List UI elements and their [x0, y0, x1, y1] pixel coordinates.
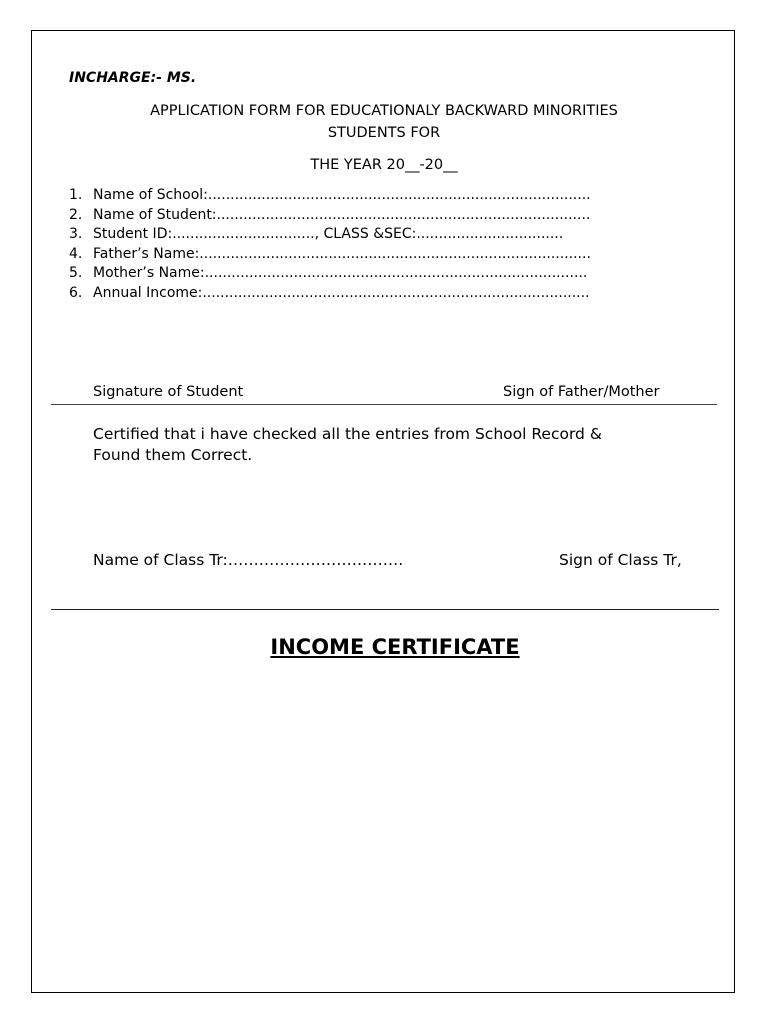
field-annual-income[interactable]	[69, 284, 669, 304]
class-teacher-name-field[interactable]: Name of Class Tr:…………………………….	[93, 551, 404, 569]
field-label: Student ID:................................, CLASS &SEC:.................................	[93, 226, 564, 243]
certification-line-1: Certified that i have checked all the entries from School Record &	[93, 425, 602, 443]
field-number: 6.	[69, 284, 83, 301]
field-label: Name of Student:....................................................................................	[93, 206, 591, 223]
class-teacher-sign-label: Sign of Class Tr,	[559, 551, 682, 569]
field-number: 1.	[69, 187, 83, 203]
incharge-label: INCHARGE:- MS.	[69, 70, 197, 86]
form-title-line-2: STUDENTS FOR	[327, 125, 441, 141]
field-label: Annual Income:.......................................................................................	[93, 284, 590, 301]
academic-year-line: THE YEAR 20__-20__	[310, 157, 458, 173]
form-title-line-1: APPLICATION FORM FOR EDUCATIONALY BACKWARD MINORITIES	[150, 103, 618, 119]
section-divider-bottom	[51, 609, 719, 610]
certification-line-2: Found them Correct.	[93, 445, 253, 464]
field-number: 5.	[69, 265, 83, 282]
field-student-id-class-sec[interactable]	[69, 225, 669, 245]
field-label: Mother’s Name:......................................................................................	[93, 265, 588, 282]
field-number: 3.	[69, 226, 83, 243]
field-name-of-student[interactable]	[69, 206, 669, 226]
field-number: 2.	[69, 206, 83, 223]
field-fathers-name[interactable]	[69, 245, 669, 265]
field-number: 4.	[69, 245, 83, 262]
field-label: Father’s Name:........................................................................................	[93, 245, 591, 262]
section-divider-top	[51, 404, 717, 405]
income-certificate-heading: INCOME CERTIFICATE	[270, 635, 520, 659]
signature-of-student-label: Signature of Student	[93, 384, 244, 400]
form-fields-list	[69, 186, 669, 304]
sign-of-parent-label: Sign of Father/Mother	[503, 384, 660, 400]
field-mothers-name[interactable]	[69, 264, 669, 284]
field-label: Name of School:......................................................................................	[93, 187, 591, 203]
field-name-of-school[interactable]	[69, 186, 669, 206]
certification-statement	[93, 424, 693, 465]
